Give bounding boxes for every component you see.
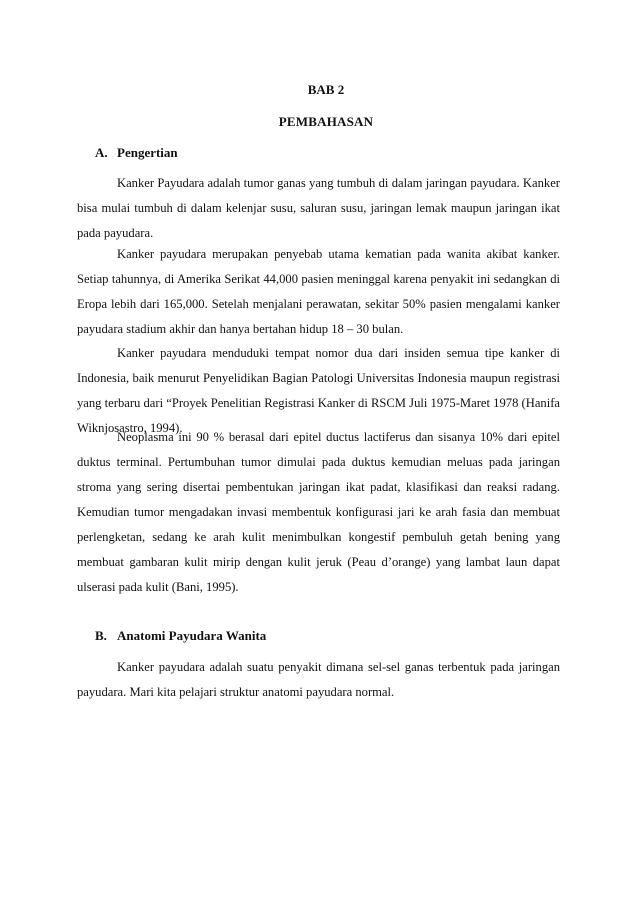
paragraph-mortality: Kanker payudara merupakan penyebab utama kematian pada wanita akibat kanker. Setiap tahunnya, di Amerika Serikat 44,000 pasien meninggal karena penyakit ini sedangkan di Eropa lebih dari 165,000. Setelah menjalani perawatan, sekitar 50% pasien mengalami kanker payudara stadium akhir dan hanya bertahan hidup 18 – 30 bulan. (77, 247, 560, 336)
section-b-heading (95, 628, 266, 644)
section-a-title: Pengertian (117, 145, 178, 160)
section-a-heading (95, 145, 178, 161)
chapter-title: PEMBAHASAN (278, 114, 374, 129)
paragraph-definition: Kanker Payudara adalah tumor ganas yang tumbuh di dalam jaringan payudara. Kanker bisa mulai tumbuh di dalam kelenjar susu, saluran susu, jaringan lemak maupun jaringan ikat pada payudara. (77, 176, 560, 240)
paragraph-neoplasma: Neoplasma ini 90 % berasal dari epitel ductus lactiferus dan sisanya 10% dari epitel duktus terminal. Pertumbuhan tumor dimulai pada duktus kemudian meluas pada jaringan stroma yang sering disertai pembentukan jaringan ikat padat, klasifikasi dan reaksi radang. Kemudian tumor mengadakan invasi membentuk konfigurasi jari ke arah fasia dan membuat perlengketan, sedang ke arah kulit menimbulkan kongestif pembuluh getah bening yang membuat gambaran kulit mirip dengan kulit jeruk (Peau d’orange) yang lambat laun dapat ulserasi pada kulit (Bani, 1995). (77, 430, 560, 594)
chapter-number: BAB 2 (307, 82, 345, 97)
section-b-title: Anatomi Payudara Wanita (117, 628, 267, 643)
section-a-letter: A. (95, 145, 108, 160)
section-b-letter: B. (95, 628, 107, 643)
paragraph-anatomy-intro: Kanker payudara adalah suatu penyakit dimana sel-sel ganas terbentuk pada jaringan payudara. Mari kita pelajari struktur anatomi payudara normal. (77, 660, 560, 699)
paragraph-indonesia-incidence: Kanker payudara menduduki tempat nomor dua dari insiden semua tipe kanker di Indonesia, baik menurut Penyelidikan Bagian Patologi Universitas Indonesia maupun registrasi yang terbaru dari “Proyek Penelitian Registrasi Kanker di RSCM Juli 1975-Maret 1978 (Hanifa Wiknjosastro, 1994). (77, 346, 560, 435)
